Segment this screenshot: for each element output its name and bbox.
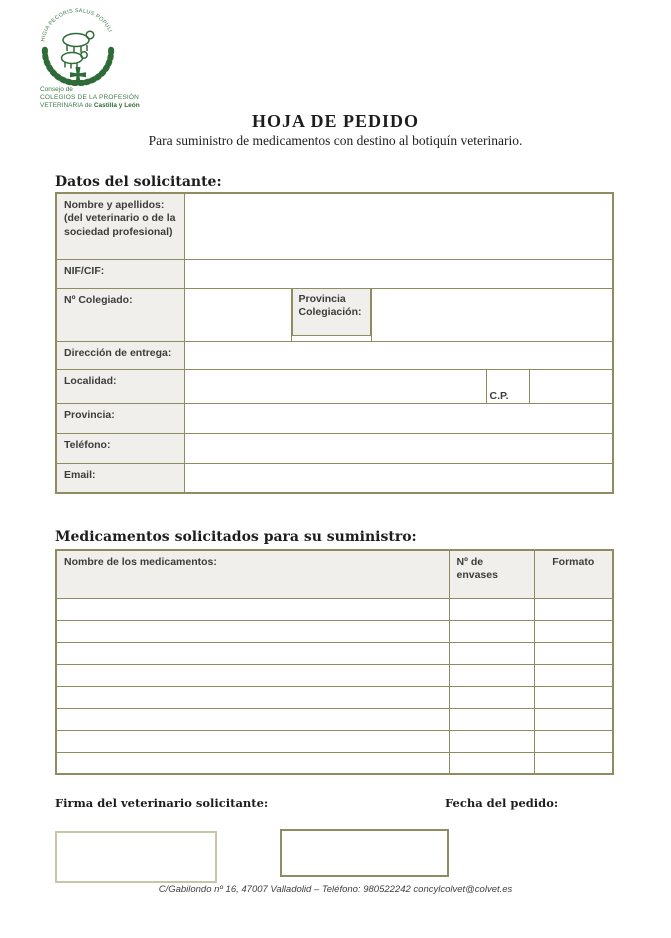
order-date-box[interactable] [280, 829, 449, 877]
medication-name-cell[interactable] [56, 620, 449, 642]
field-localidad[interactable] [184, 369, 486, 403]
medication-row [56, 664, 613, 686]
laurel-right [80, 48, 111, 83]
medications-rows [56, 598, 613, 774]
medication-envases-cell[interactable] [449, 730, 534, 752]
organization-logo [30, 8, 170, 110]
label-provincia: Provincia: [56, 403, 184, 433]
medication-formato-cell[interactable] [534, 752, 613, 774]
medication-envases-cell[interactable] [449, 686, 534, 708]
medication-row [56, 686, 613, 708]
label-telefono: Teléfono: [56, 433, 184, 463]
label-cp: C.P. [486, 369, 529, 403]
medication-row [56, 730, 613, 752]
applicant-section-heading: Datos del solicitante: [55, 174, 222, 190]
medication-row [56, 620, 613, 642]
footer-address: C/Gabilondo nº 16, 47007 Valladolid – Teléfono: 980522242 concylcolvet@colvet.es [158, 884, 513, 895]
org-line-3: VETERINARIA de Castilla y León [40, 102, 140, 110]
document-title: HOJA DE PEDIDO [251, 111, 420, 131]
label-email: Email: [56, 463, 184, 493]
label-direccion-entrega: Dirección de entrega: [56, 341, 184, 369]
medication-row [56, 708, 613, 730]
label-num-colegiado: Nº Colegiado: [56, 288, 184, 341]
medication-name-cell[interactable] [56, 686, 449, 708]
medication-name-cell[interactable] [56, 642, 449, 664]
signature-box[interactable] [55, 831, 217, 883]
medication-name-cell[interactable] [56, 708, 449, 730]
org-line-1: Consejo de [40, 86, 73, 93]
label-provincia-colegiacion-cell [291, 288, 371, 341]
order-date-label: Fecha del pedido: [445, 796, 559, 810]
medication-envases-cell[interactable] [449, 642, 534, 664]
svg-text:HIGIA PECORIS SALUS POPULI [40, 8, 113, 42]
applicant-data-table [55, 192, 614, 494]
label-provincia-colegiacion: Provincia Colegiación: [292, 289, 371, 336]
medication-name-cell[interactable] [56, 752, 449, 774]
medication-formato-cell[interactable] [534, 642, 613, 664]
medication-envases-cell[interactable] [449, 620, 534, 642]
medication-row [56, 752, 613, 774]
field-provincia[interactable] [184, 403, 613, 433]
field-email[interactable] [184, 463, 613, 493]
medications-section-heading: Medicamentos solicitados para su suministro: [55, 529, 417, 545]
field-cp[interactable] [529, 369, 613, 403]
field-nombre-apellidos[interactable] [184, 193, 613, 259]
field-direccion-entrega[interactable] [184, 341, 613, 369]
medications-table [55, 549, 614, 775]
livestock-figures [62, 31, 94, 68]
medication-formato-cell[interactable] [534, 664, 613, 686]
signature-label: Firma del veterinario solicitante: [55, 796, 269, 810]
label-nombre-apellidos: Nombre y apellidos: (del veterinario o de la sociedad profesional) [56, 193, 184, 259]
field-telefono[interactable] [184, 433, 613, 463]
medication-formato-cell[interactable] [534, 730, 613, 752]
medication-envases-cell[interactable] [449, 598, 534, 620]
organization-name [40, 86, 170, 110]
label-nif-cif: NIF/CIF: [56, 259, 184, 288]
medication-formato-cell[interactable] [534, 620, 613, 642]
field-nif-cif[interactable] [184, 259, 613, 288]
column-header-num-envases: Nº de envases [449, 550, 534, 598]
medication-name-cell[interactable] [56, 664, 449, 686]
field-num-colegiado[interactable] [184, 288, 291, 341]
medication-row [56, 598, 613, 620]
medication-row [56, 642, 613, 664]
column-header-nombre-medicamentos: Nombre de los medicamentos: [56, 550, 449, 598]
medication-name-cell[interactable] [56, 598, 449, 620]
medication-envases-cell[interactable] [449, 752, 534, 774]
label-localidad: Localidad: [56, 369, 184, 403]
column-header-formato: Formato [534, 550, 613, 598]
field-provincia-colegiacion[interactable] [371, 288, 613, 341]
medication-envases-cell[interactable] [449, 708, 534, 730]
medication-formato-cell[interactable] [534, 598, 613, 620]
medication-formato-cell[interactable] [534, 686, 613, 708]
medication-formato-cell[interactable] [534, 708, 613, 730]
medication-name-cell[interactable] [56, 730, 449, 752]
medication-envases-cell[interactable] [449, 664, 534, 686]
document-subtitle: Para suministro de medicamentos con destino al botiquín veterinario. [148, 133, 523, 148]
org-line-2: COLEGIOS DE LA PROFESIÓN [40, 94, 140, 102]
logo-motto: HIGIA PECORIS SALUS POPULI [40, 8, 113, 43]
veterinary-emblem-icon [30, 8, 126, 88]
